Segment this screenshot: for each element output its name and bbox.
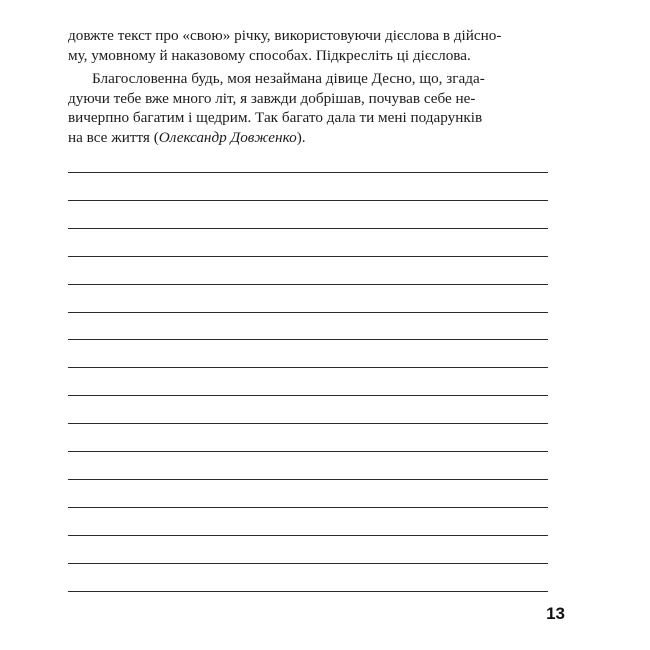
instruction-line-1: довжте текст про «свою» річку, використовуючи дієслова в дійсно- — [68, 27, 502, 44]
writing-line[interactable] — [68, 479, 548, 480]
writing-line[interactable] — [68, 228, 548, 229]
writing-line[interactable] — [68, 284, 548, 285]
quote-author: Олександр Довженко — [158, 128, 297, 146]
writing-line[interactable] — [68, 451, 548, 452]
writing-line[interactable] — [68, 423, 548, 424]
writing-line[interactable] — [68, 563, 548, 564]
writing-line[interactable] — [68, 591, 548, 592]
writing-line[interactable] — [68, 312, 548, 313]
instruction-paragraph — [68, 26, 550, 65]
writing-line[interactable] — [68, 535, 548, 536]
writing-line[interactable] — [68, 395, 548, 396]
quote-line-4-end: ). — [296, 128, 306, 146]
page-number: 13 — [546, 604, 565, 623]
quote-line-3: вичерпно багатим і щедрим. Так багато дала ти мені подарунків — [68, 109, 483, 127]
text-block — [68, 26, 550, 148]
quote-paragraph — [68, 69, 550, 147]
writing-line[interactable] — [68, 367, 548, 368]
quote-line-4-start: на все життя ( — [68, 128, 159, 146]
writing-line[interactable] — [68, 339, 548, 340]
quote-line-1: Благословенна будь, моя незаймана дівице Десно, що, згада- — [92, 70, 485, 88]
quote-line-2: дуючи тебе вже много літ, я завжди добрішав, почував себе не- — [68, 89, 476, 107]
writing-line[interactable] — [68, 200, 548, 201]
writing-line[interactable] — [68, 507, 548, 508]
writing-lines-area[interactable] — [68, 158, 548, 598]
writing-line[interactable] — [68, 172, 548, 173]
writing-line[interactable] — [68, 256, 548, 257]
instruction-line-2: му, умовному й наказовому способах. Підкресліть ці дієслова. — [68, 46, 471, 64]
